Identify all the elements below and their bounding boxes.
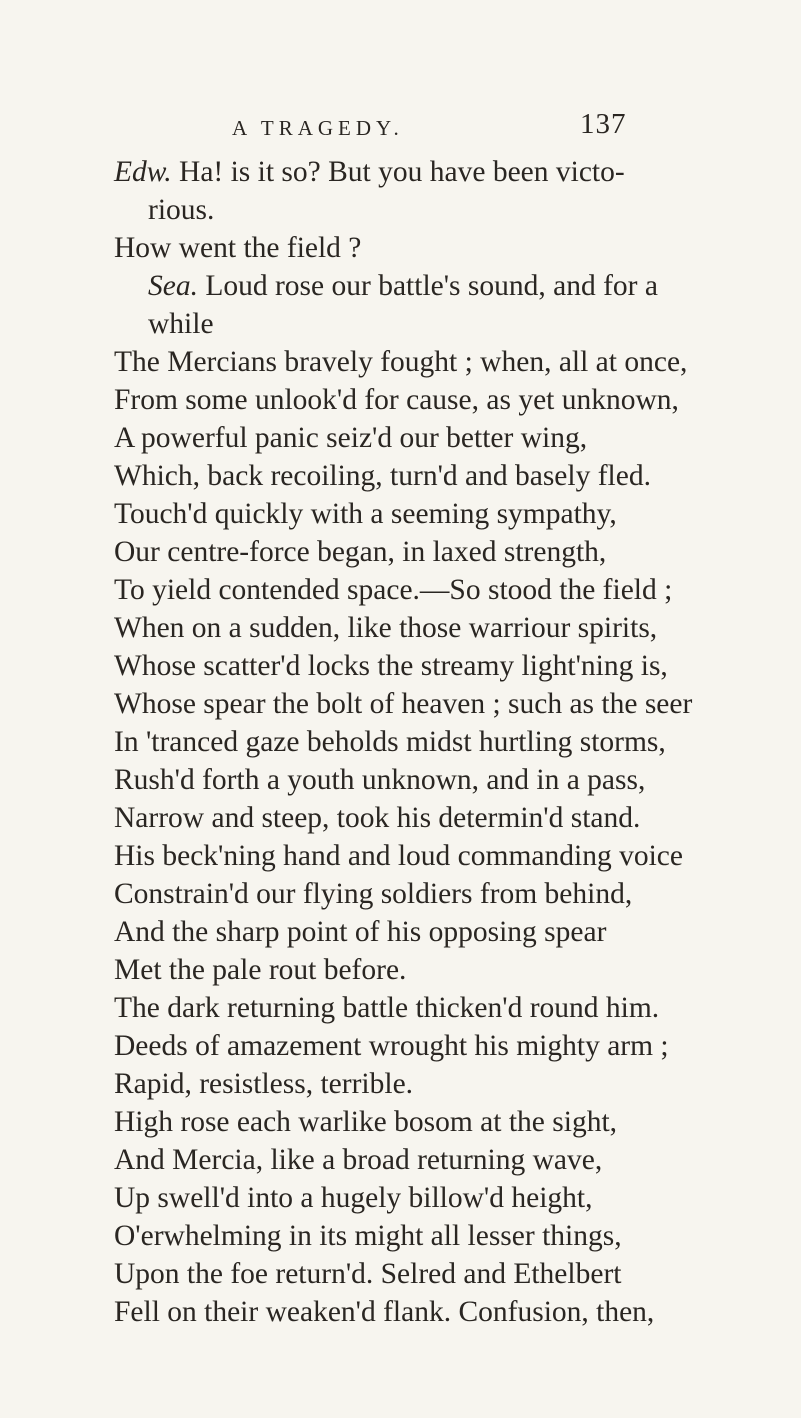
text-line xyxy=(114,1255,621,1293)
text-line xyxy=(114,1027,669,1065)
line-text: Constrain'd our flying soldiers from behind, xyxy=(114,878,633,910)
line-text: High rose each warlike bosom at the sight, xyxy=(114,1106,618,1138)
text-line xyxy=(114,951,406,989)
text-line xyxy=(114,1179,592,1217)
line-text: Ha! is it so? But you have been victo- xyxy=(171,156,625,188)
text-line xyxy=(114,799,640,837)
line-text: Deeds of amazement wrought his mighty arm ; xyxy=(114,1030,669,1062)
text-line xyxy=(114,647,668,685)
text-line xyxy=(114,761,645,799)
line-text: To yield contended space.—So stood the field ; xyxy=(114,574,673,606)
line-text: From some unlook'd for cause, as yet unknown, xyxy=(114,384,679,416)
speaker-label: Edw. xyxy=(114,156,172,188)
line-text: Our centre-force began, in laxed strength, xyxy=(114,536,607,568)
text-line xyxy=(114,609,657,647)
line-text: His beck'ning hand and loud commanding voice xyxy=(114,840,683,872)
line-text: while xyxy=(148,308,214,340)
text-line xyxy=(114,571,672,609)
line-text: Up swell'd into a hugely billow'd height, xyxy=(114,1182,593,1214)
text-line xyxy=(114,913,606,951)
text-line xyxy=(148,191,214,229)
line-text: Whose scatter'd locks the streamy light'ning is, xyxy=(114,650,668,682)
text-line xyxy=(114,1065,413,1103)
line-text: And the sharp point of his opposing spear xyxy=(114,916,607,948)
text-line xyxy=(114,495,617,533)
text-line xyxy=(114,875,632,913)
text-line xyxy=(148,305,214,343)
text-line xyxy=(114,1217,622,1255)
text-line xyxy=(114,1103,617,1141)
speaker-label: Sea. xyxy=(148,270,198,302)
line-text: The Mercians bravely fought ; when, all at once, xyxy=(114,346,688,378)
line-text: Fell on their weaken'd flank. Confusion, then, xyxy=(114,1296,655,1328)
text-line xyxy=(114,153,625,191)
text-line xyxy=(114,457,651,495)
text-line xyxy=(148,267,658,305)
line-text: Whose spear the bolt of heaven ; such as the seer xyxy=(114,688,693,720)
text-line xyxy=(114,989,659,1027)
text-line xyxy=(114,381,679,419)
line-text: A powerful panic seiz'd our better wing, xyxy=(114,422,588,454)
line-text: How went the field ? xyxy=(114,232,362,264)
text-line xyxy=(114,723,666,761)
line-text: rious. xyxy=(148,194,215,226)
line-text: Which, back recoiling, turn'd and basely fled. xyxy=(114,460,651,492)
line-text: O'erwhelming in its might all lesser things, xyxy=(114,1220,622,1252)
line-text: And Mercia, like a broad returning wave, xyxy=(114,1144,603,1176)
text-line xyxy=(114,343,687,381)
line-text: Narrow and steep, took his determin'd stand. xyxy=(114,802,641,834)
line-text: Rush'd forth a youth unknown, and in a pass, xyxy=(114,764,646,796)
text-line xyxy=(114,685,692,723)
running-head xyxy=(0,108,801,148)
text-line xyxy=(114,419,587,457)
line-text: In 'tranced gaze beholds midst hurtling storms, xyxy=(114,726,666,758)
line-text: When on a sudden, like those warriour spirits, xyxy=(114,612,658,644)
line-text: Loud rose our battle's sound, and for a xyxy=(197,270,658,302)
text-line xyxy=(114,1293,654,1331)
line-text: Met the pale rout before. xyxy=(114,954,407,986)
line-text: Touch'd quickly with a seeming sympathy, xyxy=(114,498,617,530)
running-title: A TRAGEDY. xyxy=(232,116,404,140)
text-line xyxy=(114,533,606,571)
line-text: Rapid, resistless, terrible. xyxy=(114,1068,414,1100)
text-line xyxy=(114,837,683,875)
text-line xyxy=(114,229,361,267)
text-line xyxy=(114,1141,602,1179)
line-text: The dark returning battle thicken'd round him. xyxy=(114,992,660,1024)
line-text: Upon the foe return'd. Selred and Ethelbert xyxy=(114,1258,622,1290)
page-number: 137 xyxy=(580,108,627,140)
